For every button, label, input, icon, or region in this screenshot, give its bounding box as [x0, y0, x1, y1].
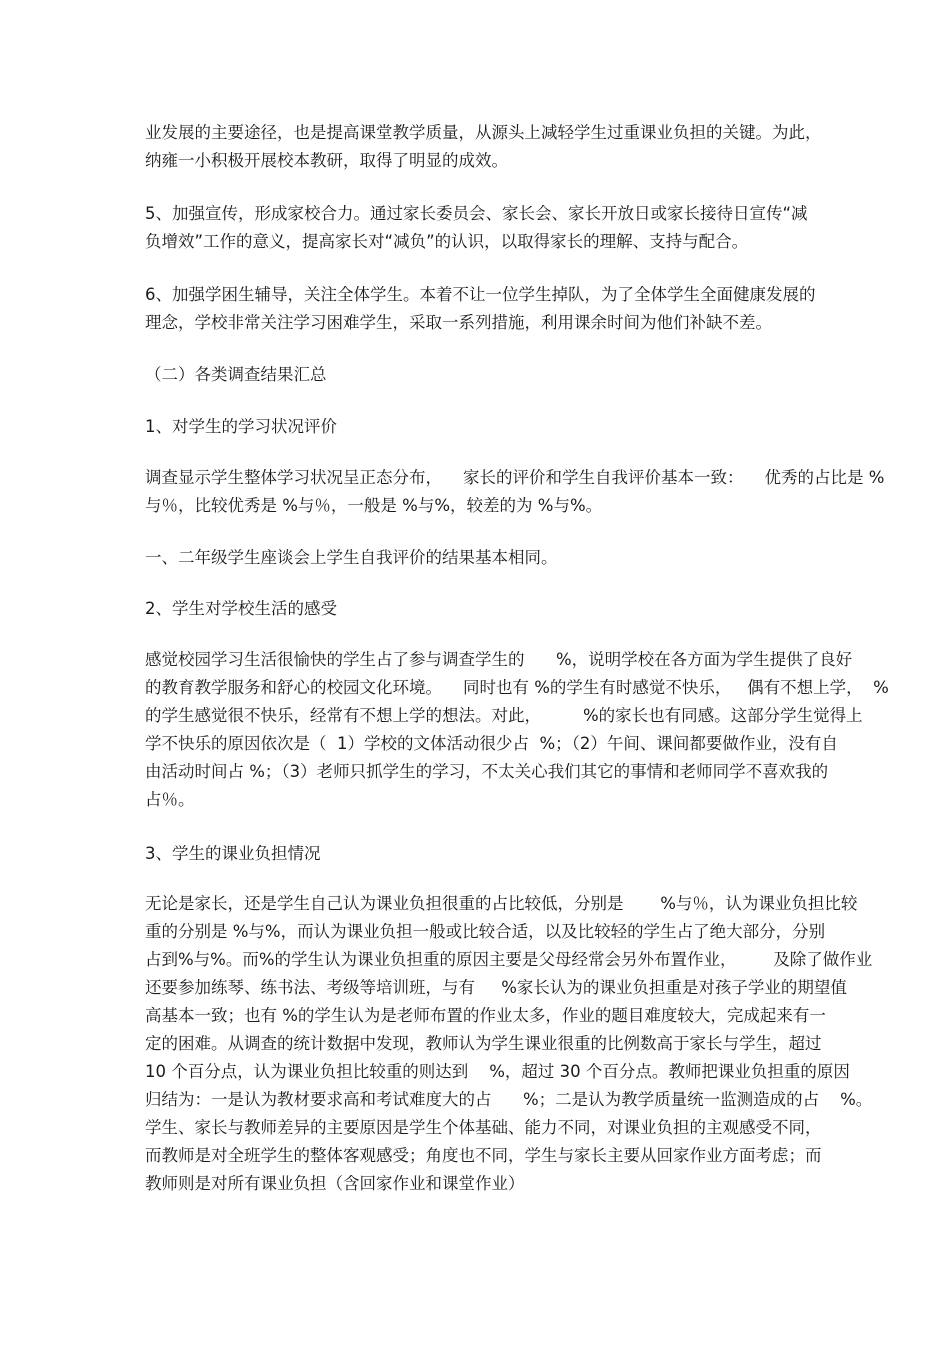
- text-line: 教师则是对所有课业负担（含回家作业和课堂作业）: [145, 1174, 525, 1193]
- text-line: 而教师是对全班学生的整体客观感受；角度也不同，学生与家长主要从回家作业方面考虑；而: [145, 1146, 822, 1165]
- text-line: 感觉校园学习生活很愉快的学生占了参与调查学生的 %，说明学校在各方面为学生提供了良好: [145, 650, 853, 669]
- text-line: 无论是家长，还是学生自己认为课业负担很重的占比较低，分别是 %与％，认为课业负担比较: [145, 894, 858, 913]
- text-line: 业发展的主要途径，也是提高课堂教学质量，从源头上减轻学生过重课业负担的关键。为此，: [145, 123, 822, 142]
- text-line: 调查显示学生整体学习状况呈正态分布， 家长的评价和学生自我评价基本一致： 优秀的占比是 %: [145, 468, 885, 487]
- text-line: 由活动时间占 %；（3）老师只抓学生的学习，不太关心我们其它的事情和老师同学不喜欢我的: [145, 762, 829, 781]
- text-line: 理念，学校非常关注学习困难学生，采取一系列措施，利用课余时间为他们补缺不差。: [145, 313, 772, 332]
- text-line: 与％，比较优秀是 %与％，一般是 %与%，较差的为 %与%。: [145, 496, 603, 515]
- text-line: 5、加强宣传，形成家校合力。通过家长委员会、家长会、家长开放日或家长接待日宣传“减: [145, 204, 808, 223]
- text-line: 占到%与%。而%的学生认为课业负担重的原因主要是父母经常会另外布置作业， 及除了做作业: [145, 950, 873, 969]
- subsection-heading: 1、对学生的学习状况评价: [145, 417, 337, 436]
- text-line: 6、加强学困生辅导，关注全体学生。本着不让一位学生掉队，为了全体学生全面健康发展的: [145, 285, 816, 304]
- subsection-heading: 2、学生对学校生活的感受: [145, 599, 337, 618]
- text-line: 的学生感觉很不快乐，经常有不想上学的想法。对此， %的家长也有同感。这部分学生觉得上: [145, 706, 863, 725]
- text-line: 高基本一致；也有 %的学生认为是老师布置的作业太多，作业的题目难度较大，完成起来有一: [145, 1006, 826, 1025]
- text-line: 的教育教学服务和舒心的校园文化环境。 同时也有 %的学生有时感觉不快乐， 偶有不想上学， %: [145, 678, 889, 697]
- text-line: 学生、家长与教师差异的主要原因是学生个体基础、能力不同，对课业负担的主观感受不同，: [145, 1118, 822, 1137]
- section-heading: （二）各类调查结果汇总: [145, 365, 327, 384]
- text-line: 占％。: [145, 790, 195, 809]
- text-line: 还要参加练琴、练书法、考级等培训班，与有 %家长认为的课业负担重是对孩子学业的期望值: [145, 978, 847, 997]
- text-line: 归结为：一是认为教材要求高和考试难度大的占 %；二是认为教学质量统一监测造成的占 %。: [145, 1090, 873, 1109]
- subsection-heading: 3、学生的课业负担情况: [145, 844, 321, 863]
- text-line: 一、二年级学生座谈会上学生自我评价的结果基本相同。: [145, 548, 558, 567]
- text-line: 纳雍一小积极开展校本教研，取得了明显的成效。: [145, 151, 508, 170]
- text-line: 负增效”工作的意义，提高家长对“减负”的认识，以取得家长的理解、支持与配合。: [145, 232, 749, 251]
- text-line: 重的分别是 %与%，而认为课业负担一般或比较合适，以及比较轻的学生占了绝大部分，分别: [145, 922, 826, 941]
- text-line: 定的困难。从调查的统计数据中发现，教师认为学生课业很重的比例数高于家长与学生，超过: [145, 1034, 822, 1053]
- text-line: 10 个百分点，认为课业负担比较重的则达到 %，超过 30 个百分点。教师把课业负担重的原因: [145, 1062, 850, 1081]
- text-line: 学不快乐的原因依次是（ 1）学校的文体活动很少占 %；（2）午间、课间都要做作业，没有自: [145, 734, 838, 753]
